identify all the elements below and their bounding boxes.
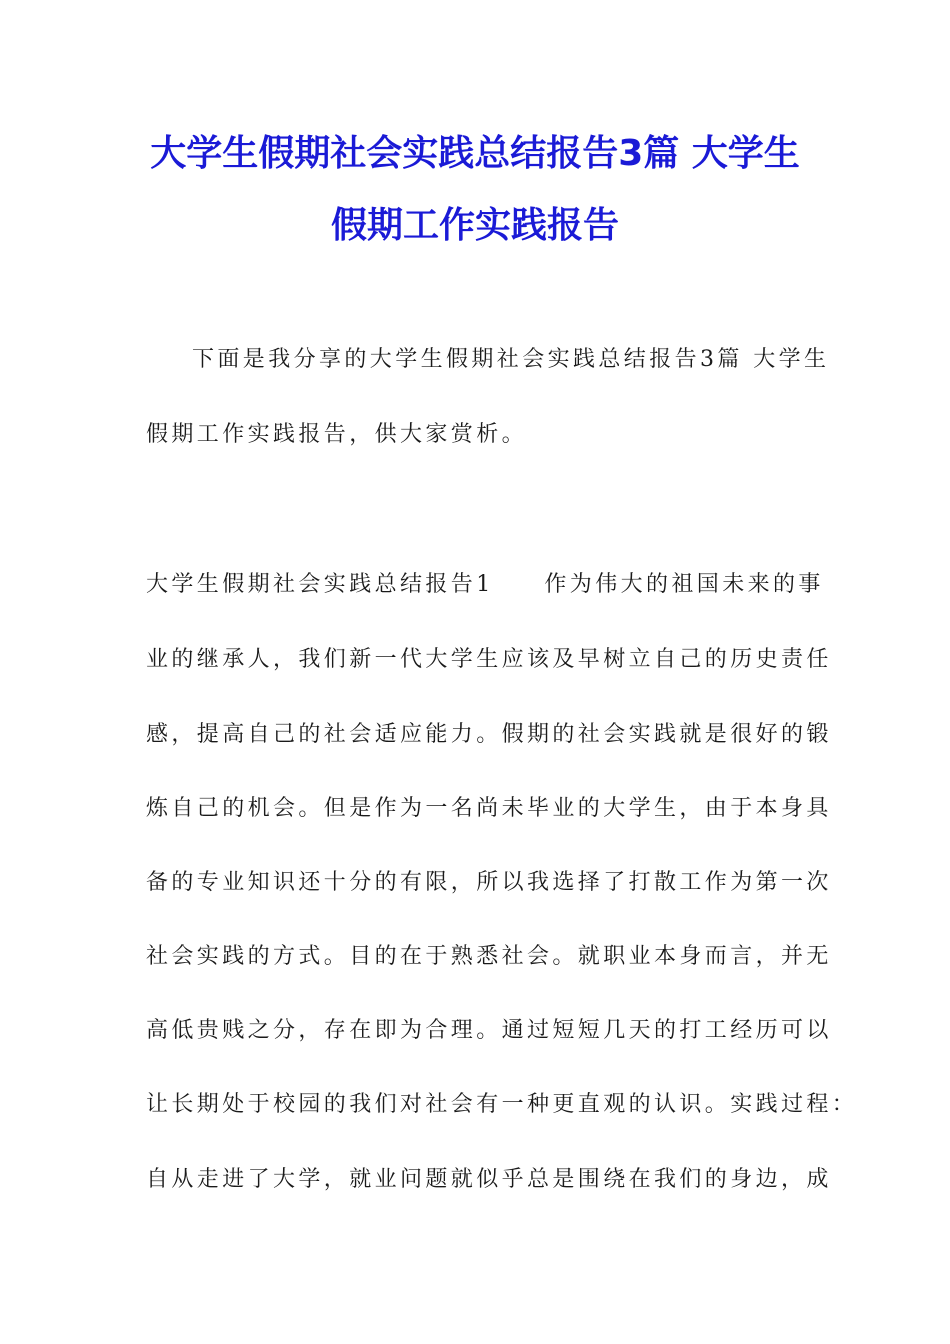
body-line-8: 让长期处于校园的我们对社会有一种更直观的认识。实践过程： bbox=[146, 1092, 858, 1117]
intro-line-2: 假期工作实践报告，供大家赏析。 bbox=[146, 422, 528, 447]
intro-line-1: 下面是我分享的大学生假期社会实践总结报告3篇 大学生 bbox=[192, 347, 830, 372]
body-line-1: 大学生假期社会实践总结报告1 作为伟大的祖国未来的事 bbox=[146, 572, 824, 597]
document-title-line-2: 假期工作实践报告 bbox=[330, 205, 619, 246]
document-title-line-1: 大学生假期社会实践总结报告3篇 大学生 bbox=[150, 133, 800, 174]
body-line-7: 高低贵贱之分，存在即为合理。通过短短几天的打工经历可以 bbox=[146, 1018, 832, 1043]
body-line-4: 炼自己的机会。但是作为一名尚未毕业的大学生，由于本身具 bbox=[146, 796, 832, 821]
body-line-2: 业的继承人，我们新一代大学生应该及早树立自己的历史责任 bbox=[146, 647, 832, 672]
body-line-3: 感，提高自己的社会适应能力。假期的社会实践就是很好的锻 bbox=[146, 722, 832, 747]
body-line-9: 自从走进了大学，就业问题就似乎总是围绕在我们的身边，成 bbox=[146, 1167, 832, 1192]
body-line-5: 备的专业知识还十分的有限，所以我选择了打散工作为第一次 bbox=[146, 870, 832, 895]
body-line-6: 社会实践的方式。目的在于熟悉社会。就职业本身而言，并无 bbox=[146, 944, 832, 969]
